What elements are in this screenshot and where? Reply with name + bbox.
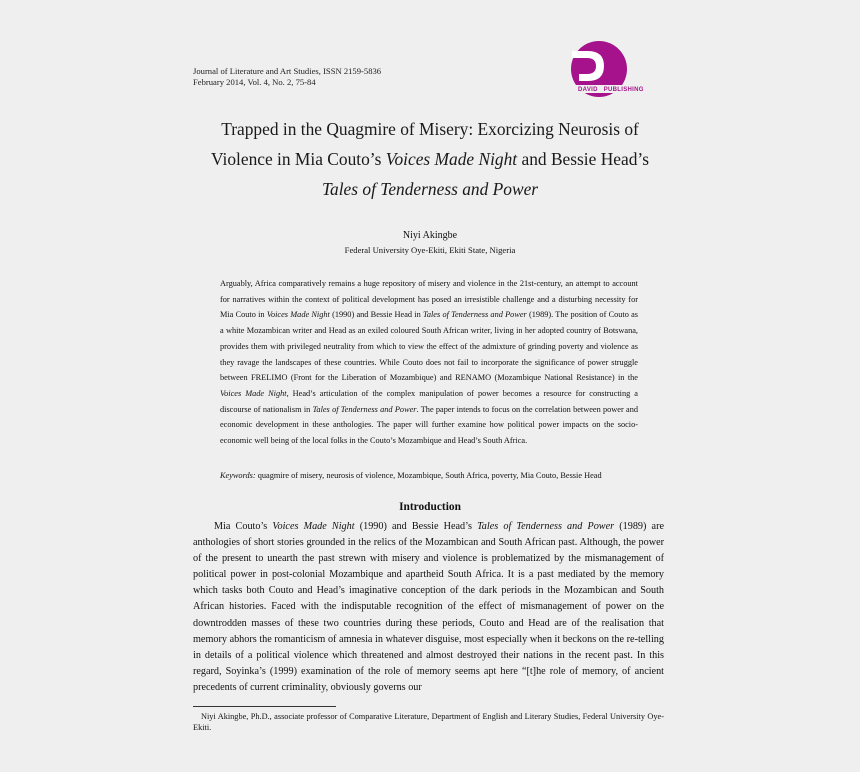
- title-text-2: and Bessie Head’s: [517, 149, 649, 169]
- journal-issue: February 2014, Vol. 4, No. 2, 75-84: [193, 77, 316, 87]
- title-italic-1: Voices Made Night: [385, 149, 518, 169]
- footnote: Niyi Akingbe, Ph.D., associate professor of Comparative Literature, Department of English and Literary Studies, Federal University Oye-Ekiti.: [193, 712, 664, 733]
- body-paragraph: [193, 519, 664, 696]
- body-italic-2: Tales of Tenderness and Power: [477, 521, 615, 532]
- title-italic-2: Tales of Tenderness and Power: [321, 179, 539, 199]
- abstract-italic-2: Tales of Tenderness and Power: [423, 310, 527, 320]
- journal-issn: Journal of Literature and Art Studies, ISSN 2159-5836: [193, 66, 382, 76]
- abstract-text-2: (1990) and Bessie Head in: [329, 310, 423, 320]
- keywords-label: Keywords:: [220, 471, 256, 480]
- abstract-text-5: . The paper intends to focus on the correlation between power and economic development in these anthologies. The paper will further examine how political power impacts on the socio-economic well being of the local folks in the Couto’s Mozambique and Head’s South Africa.: [220, 404, 639, 446]
- abstract-text-3: (1989). The position of Couto as a white Mozambican writer and Head as an exiled coloured South African writer, living in her adopted country of Botswana, provides them with privileged neutrality from which to view the effect of the admixture of grinding poverty and violence as they ravage the landscapes of these countries. While Couto does not fail to incorporate the significance of power struggle between FRELIMO (Front for the Liberation of Mozambique) and RENAMO (Mozambique National Resistance) in the: [220, 310, 639, 383]
- abstract-text-4: , Head’s articulation of the complex manipulation of power becomes a resource for constructing a discourse of nationalism in: [220, 388, 638, 414]
- body-text-2: (1990) and Bessie Head’s: [354, 521, 478, 532]
- title-text-1: Trapped in the Quagmire of Misery: Exorcizing Neurosis of Violence in Mia Couto’s: [210, 119, 639, 169]
- abstract-italic-3: Voices Made Night: [220, 388, 287, 398]
- abstract-text-1: Arguably, Africa comparatively remains a huge repository of misery and violence in the 21st-century, an attempt to account for narratives within the context of political development has posed an irresistible challenge and a disturbing necessity for Mia Couto in: [220, 279, 638, 320]
- keywords: [220, 470, 638, 482]
- footnote-divider: [193, 706, 336, 707]
- abstract-italic-4: Tales of Tenderness and Power: [312, 404, 417, 414]
- body-text-3: (1989) are anthologies of short stories grounded in the relics of the Mozambican and South African past. Although, the power of the present to unearth the past strewn with misery and violence is problematized by the mismanagement of political power in post-colonial Mozambique and apartheid South Africa. It is a past mediated by the memory which tasks both Couto and Head’s imaginative conception of the dark periods in the Mozambican and South African histories. Faced with the indisputable recognition of the effect of mismanagement of power on the downtrodden masses of these two countries during these periods, Couto and Head are of the realisation that memory abhors the romanticism of amnesia in whatever disguise, most especially when it beckons on the re-telling in details of a political violence which threatened and almost destroyed their nations in the recent past. In this regard, Soyinka’s (1999) examination of the role of memory seems apt here “[t]he role of memory, of ancient precedents of current criminality, obviously governs our: [193, 521, 664, 693]
- author-name: Niyi Akingbe: [402, 230, 458, 241]
- author-affiliation: Federal University Oye-Ekiti, Ekiti State, Nigeria: [344, 245, 516, 255]
- paper-title: [190, 114, 670, 204]
- logo-text-left: DAVID: [578, 87, 598, 93]
- journal-info: [193, 66, 381, 88]
- section-heading: Introduction: [399, 501, 461, 513]
- logo-text-right: PUBLISHING: [603, 87, 644, 93]
- keywords-text: quagmire of misery, neurosis of violence, Mozambique, South Africa, poverty, Mia Couto, Bessie Head: [255, 471, 602, 480]
- abstract-italic-1: Voices Made Night: [266, 310, 330, 320]
- body-text-1: Mia Couto’s: [214, 521, 273, 532]
- body-italic-1: Voices Made Night: [272, 521, 355, 532]
- abstract: [220, 276, 638, 449]
- publisher-logo-text: [578, 87, 644, 93]
